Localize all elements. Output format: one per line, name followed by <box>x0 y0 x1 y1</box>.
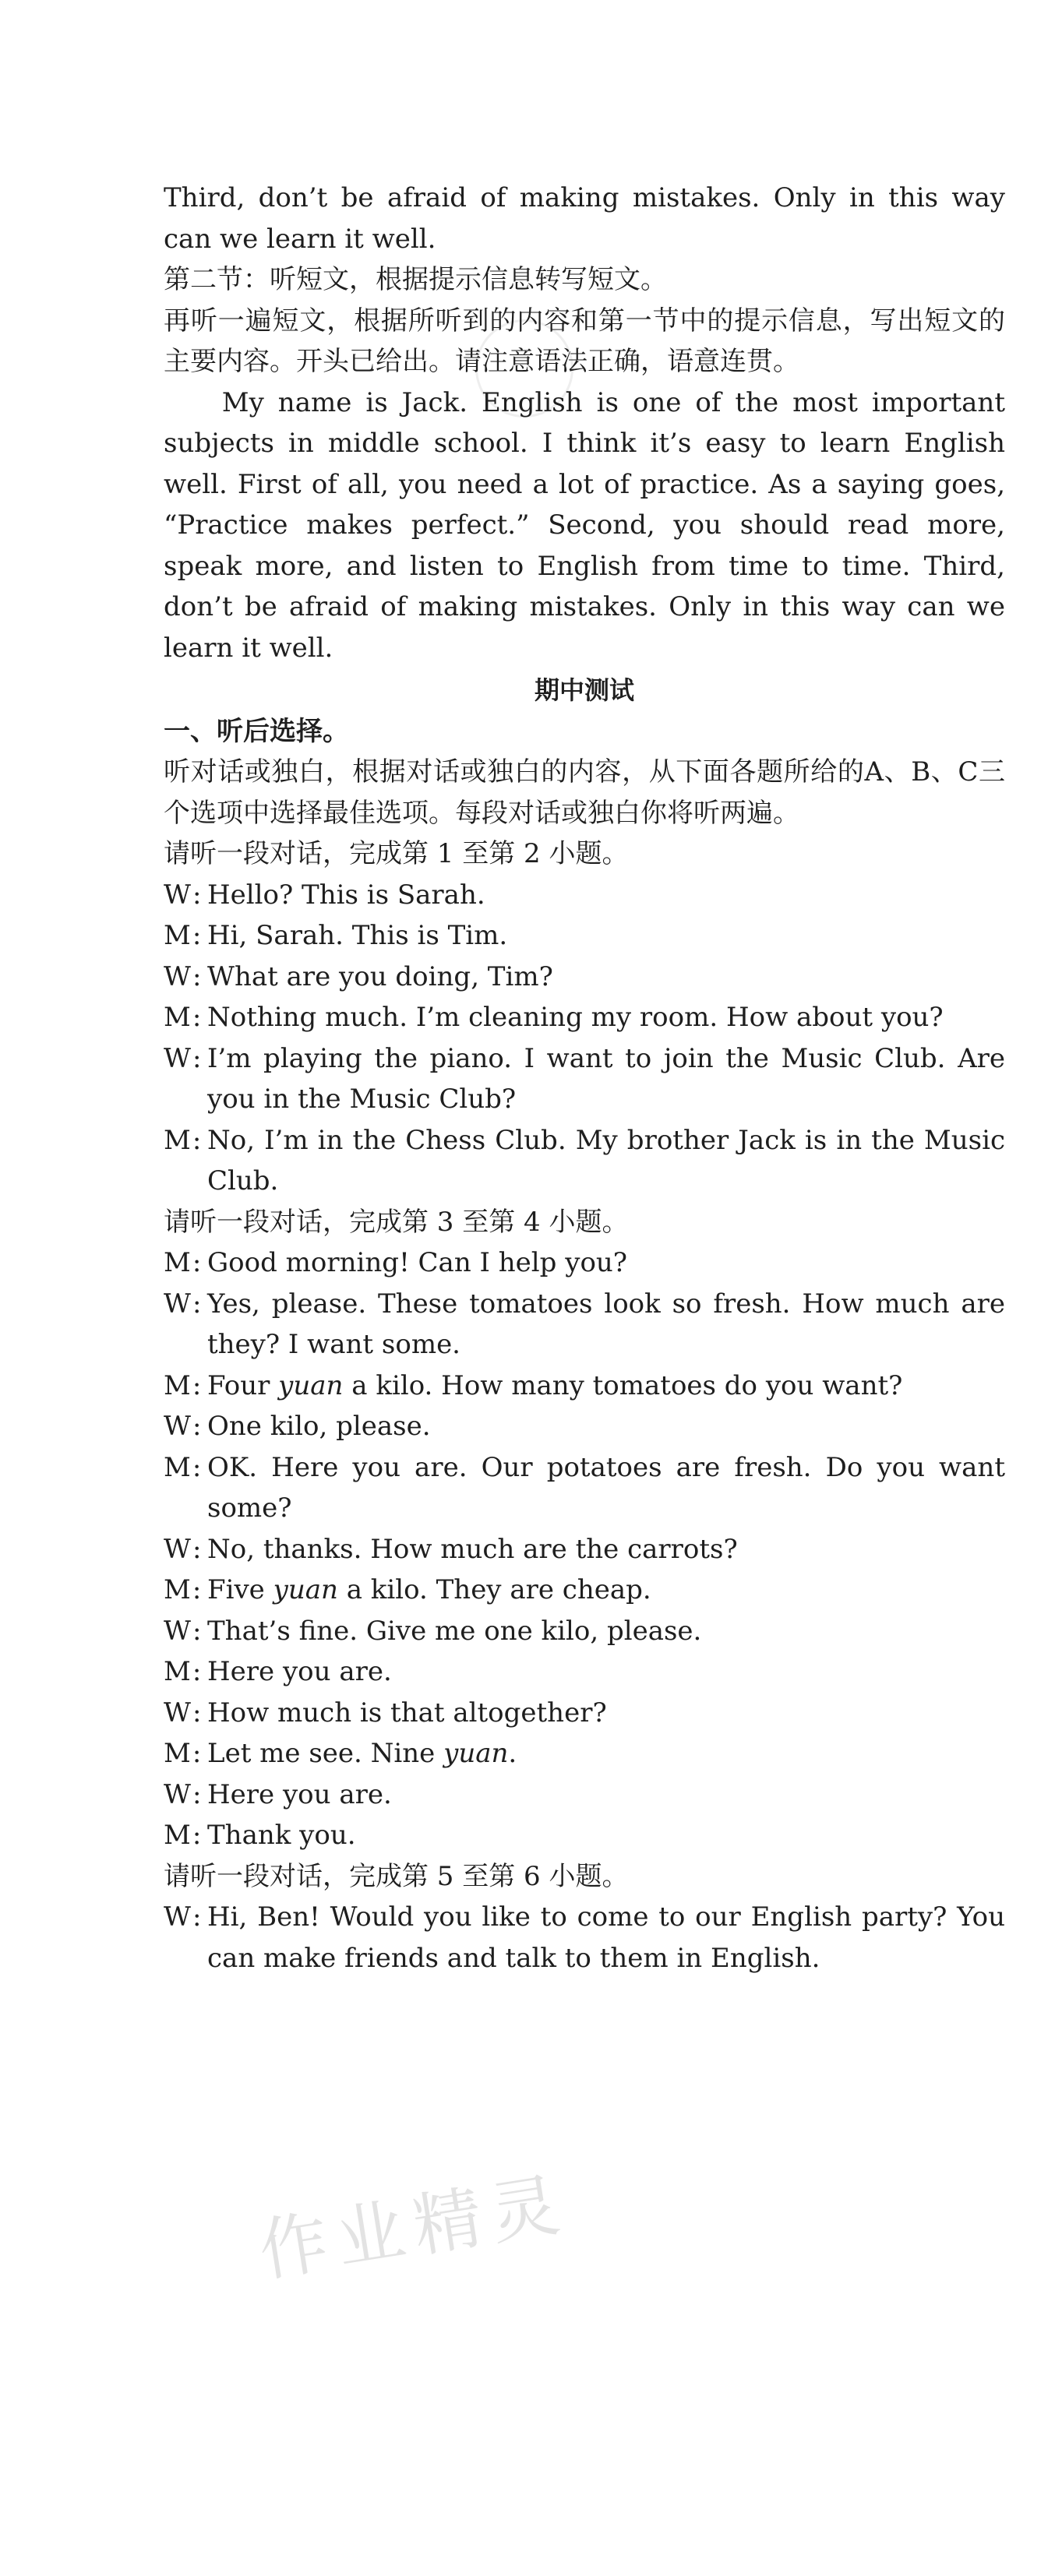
dialogue-text: One kilo, please. <box>207 1411 431 1442</box>
speaker-label: W <box>164 1615 191 1647</box>
dialogue-line: M: Good morning! Can I help you? <box>164 1242 1005 1284</box>
speaker-label: M <box>164 1247 191 1278</box>
speaker-label: M <box>164 920 191 951</box>
speaker-label: M <box>164 1124 191 1156</box>
dialogue-text: Hi, Sarah. This is Tim. <box>207 920 508 951</box>
watermark-logo: 作业精灵 <box>253 2163 574 2292</box>
dialogue-text: Hi, Ben! Would you like to come to our English party? You can make friends and talk to them in English. <box>207 1901 1005 1974</box>
dialogue-line: M: Thank you. <box>164 1815 1005 1856</box>
part1-instruction: 听对话或独白，根据对话或独白的内容，从下面各题所给的A、B、C三个选项中选择最佳选项。每段对话或独白你将听两遍。 <box>164 756 1005 829</box>
speaker-label: M <box>164 1574 191 1605</box>
dialogue-line: M: Four yuan a kilo. How many tomatoes do you want? <box>164 1366 1005 1407</box>
dialogue-line: W: Hi, Ben! Would you like to come to our English party? You can make friends and talk to them in English. <box>164 1897 1005 1979</box>
dialogue-line: M: Let me see. Nine yuan. <box>164 1733 1005 1774</box>
dialogue-text: Nothing much. I’m cleaning my room. How about you? <box>207 1002 944 1033</box>
dialogue-line: M: OK. Here you are. Our potatoes are fresh. Do you want some? <box>164 1447 1005 1529</box>
group-prompt: 请听一段对话，完成第 5 至第 6 小题。 <box>164 1860 629 1892</box>
dialogue-text: Thank you. <box>207 1820 356 1851</box>
section2-title: 第二节：听短文，根据提示信息转写短文。 <box>164 264 667 295</box>
speaker-label: M <box>164 1738 191 1769</box>
dialogue-line: M: Five yuan a kilo. They are cheap. <box>164 1570 1005 1611</box>
speaker-label: W <box>164 1042 191 1074</box>
speaker-label: W <box>164 1901 191 1933</box>
group-prompt: 请听一段对话，完成第 1 至第 2 小题。 <box>164 838 629 869</box>
speaker-label: W <box>164 1288 191 1320</box>
speaker-label: M <box>164 1451 191 1483</box>
dialogue-line: M: Hi, Sarah. This is Tim. <box>164 915 1005 957</box>
dialogue-line: M: No, I’m in the Chess Club. My brother Jack is in the Music Club. <box>164 1120 1005 1202</box>
dialogue-line: W: That’s fine. Give me one kilo, please. <box>164 1611 1005 1652</box>
speaker-label: W <box>164 1697 191 1728</box>
dialogue-line: W: How much is that altogether? <box>164 1693 1005 1734</box>
dialogue-line: W: I’m playing the piano. I want to join the Music Club. Are you in the Music Club? <box>164 1038 1005 1120</box>
dialogue-text: That’s fine. Give me one kilo, please. <box>207 1615 702 1647</box>
dialogue-line: W: What are you doing, Tim? <box>164 957 1005 998</box>
section2-passage: My name is Jack. English is one of the most important subjects in middle school. I think it’s easy to learn English well. First of all, you need a lot of practice. As a saying goes, “Practice makes perfect.” Second, you should read more, speak more, and listen to English from time to time. Third, don’t be afraid of making mistakes. Only in this way can we learn it well. <box>164 386 1005 664</box>
dialogue-group-2 <box>164 1202 1005 1856</box>
dialogue-text: OK. Here you are. Our potatoes are fresh. Do you want some? <box>207 1451 1005 1524</box>
dialogue-text: What are you doing, Tim? <box>207 960 553 992</box>
dialogue-text: I’m playing the piano. I want to join the Music Club. Are you in the Music Club? <box>207 1042 1005 1115</box>
dialogue-group-3 <box>164 1856 1005 1979</box>
dialogue-line: W: One kilo, please. <box>164 1406 1005 1447</box>
dialogue-text: No, thanks. How much are the carrots? <box>207 1533 738 1565</box>
dialogue-line: M: Here you are. <box>164 1651 1005 1693</box>
page-content <box>164 178 1005 1979</box>
speaker-label: W <box>164 960 191 992</box>
dialogue-text: Here you are. <box>207 1778 392 1810</box>
dialogue-text: Good morning! Can I help you? <box>207 1247 628 1278</box>
speaker-label: M <box>164 1369 191 1401</box>
dialogue-text: Yes, please. These tomatoes look so fresh. How much are they? I want some. <box>207 1288 1005 1360</box>
dialogue-line: M: Nothing much. I’m cleaning my room. How about you? <box>164 997 1005 1038</box>
dialogue-text: Five yuan a kilo. They are cheap. <box>207 1574 651 1605</box>
intro-paragraph: Third, don’t be afraid of making mistakes. Only in this way can we learn it well. <box>164 182 1005 255</box>
dialogue-group-1 <box>164 833 1005 1202</box>
dialogue-text: Here you are. <box>207 1656 392 1687</box>
group-prompt: 请听一段对话，完成第 3 至第 4 小题。 <box>164 1206 629 1238</box>
dialogue-text: Four yuan a kilo. How many tomatoes do you want? <box>207 1369 903 1401</box>
test-title: 期中测试 <box>534 675 634 705</box>
dialogue-line: W: Hello? This is Sarah. <box>164 875 1005 916</box>
speaker-label: M <box>164 1002 191 1033</box>
speaker-label: M <box>164 1820 191 1851</box>
dialogue-line: W: Here you are. <box>164 1774 1005 1816</box>
dialogue-line: W: Yes, please. These tomatoes look so fresh. How much are they? I want some. <box>164 1284 1005 1366</box>
dialogue-text: Hello? This is Sarah. <box>207 879 485 911</box>
dialogue-line: W: No, thanks. How much are the carrots? <box>164 1529 1005 1570</box>
speaker-label: W <box>164 1533 191 1565</box>
section2-instruction: 再听一遍短文，根据所听到的内容和第一节中的提示信息，写出短文的主要内容。开头已给出。请注意语法正确，语意连贯。 <box>164 305 1005 377</box>
dialogue-text: Let me see. Nine yuan. <box>207 1738 517 1769</box>
speaker-label: W <box>164 1411 191 1442</box>
dialogue-text: How much is that altogether? <box>207 1697 607 1728</box>
speaker-label: W <box>164 879 191 911</box>
dialogue-text: No, I’m in the Chess Club. My brother Jack is in the Music Club. <box>207 1124 1005 1196</box>
speaker-label: M <box>164 1656 191 1687</box>
part1-heading: 一、听后选择。 <box>164 715 349 747</box>
speaker-label: W <box>164 1778 191 1810</box>
